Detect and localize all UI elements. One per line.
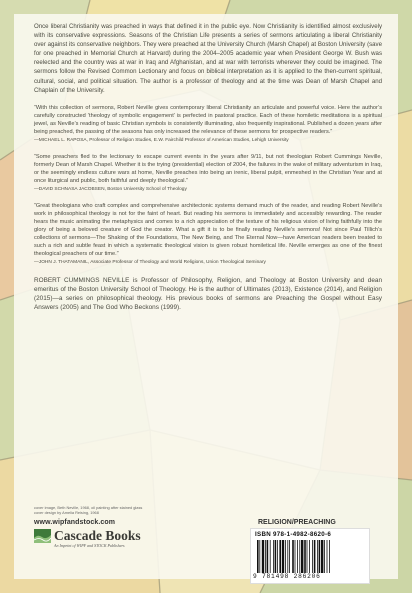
endorsement-attribution: —JOHN J. THATAMANIL, Associate Professor of Theology and World Religions, Union Theological Seminary	[34, 259, 266, 265]
book-description: Once liberal Christianity was preached in ways that defined it in the public eye. Now Christianity is identified almost exclusively with its conservative expressions. Seasons of the Christian Life presents a series of sermons articulating a liberal Christianity over against its conservative neighbors. They were preached at the University Church (Marsh Chapel) at Boston University (save for one preached in Memorial Church at Harvard) during the 2004–2005 academic year when President George W. Bush was reelected and the country was at war in Iraq and Afghanistan, and at war with terrorists wherever they could be imagined. The sermons follow the Revised Common Lectionary and focus on biblical interpretation as it is applied to the then-current spiritual, cultural, social, and political situation. The author is a professor of theology and at the time was Dean of Marsh Chapel and Chaplain of the University.	[34, 23, 382, 94]
cover-image-credit: cover image, Beth Neville, 1968, oil painting after stained glass	[34, 505, 143, 510]
barcode-digits: 9 781498 286206	[253, 573, 321, 580]
endorsement-text: “With this collection of sermons, Robert Neville gives contemporary liberal Christianity an articulate and powerful voice. Here the author’s carefully constructed ‘theology of symbolic engagement’ is perfected in pastoral practice. Each of these homiletic meditations is a spiritual jewel, as Neville’s reading of basic Christian symbols is consistently illuminating, also frequently inspirational. Published a dozen years after being preached, the passing of the seasons has only increased the relevance of these sermons for prospective readers.”	[34, 104, 382, 135]
endorsement-attribution: —MICHAEL L. RAPOSA, Professor of Religion Studies, E.W. Fairchild Professor of American Studies, Lehigh University	[34, 137, 289, 143]
barcode	[250, 528, 370, 584]
endorsement-text: “Great theologians who craft complex and comprehensive architectonic systems demand much of the reader, and reading Robert Neville’s work in philosophical theology is not for the faint of heart. But reading his sermons is immediately and accessibly rewarding. The reader hears the music animating the metaphysics and comes to a rich appreciation of the texture of his religious vision of living faithfully into the glory of being a beloved creature of God the creator. What a gift it is to be finally reading Neville’s sermons! Not since Paul Tillich’s collections of sermons—The Shaking of the Foundations, The New Being, and The Eternal Now—have American readers been treated to such a rich and subtle feast in which a systematic theological vision is given robust homiletical life. Neville emerges as one of the finest theological preachers of our time.”	[34, 202, 382, 257]
author-bio: ROBERT CUMMINGS NEVILLE is Professor of Philosophy, Religion, and Theology at Boston University and dean emeritus of the Boston University School of Theology. He is the author of Ultimates (2013), Existence (2014), and Religion (2015)—a series on philosophical theology. His previous books of sermons are Preaching the Gospel without Easy Answers (2005) and The God Who Beckons (1999).	[34, 276, 382, 312]
back-cover-text	[34, 22, 382, 313]
cover-design-credit: cover design by Amelia Reising, 1968	[34, 510, 99, 516]
barcode-bars	[256, 540, 362, 573]
endorsement-attribution: —DAVID SCHNASA JACOBSEN, Boston University School of Theology	[34, 186, 187, 192]
category-label: RELIGION/PREACHING	[258, 519, 336, 526]
cover-credits	[34, 505, 204, 516]
barcode-block	[250, 519, 378, 584]
endorsement-text: “Some preachers fled to the lectionary to escape current events in the years after 9/11, but not theologian Robert Cummings Neville, formerly Dean of Marsh Chapel. Whether it is the trying (presidential) election of 2004, the failures in the wake of military adventurism in Iraq, or the seemingly endless culture wars at home, Neville preaches into being an irenic, liberal pulpit, enmeshed in the Christian Year and at once liturgical and public, both faithful and deeply theological.”	[34, 153, 382, 184]
publisher-name: Cascade Books	[54, 527, 141, 543]
endorsement	[34, 202, 382, 266]
cascade-logo-icon	[34, 529, 51, 543]
endorsement	[34, 104, 382, 144]
publisher-logo	[34, 529, 204, 548]
endorsement	[34, 153, 382, 193]
publisher-url[interactable]: www.wipfandstock.com	[34, 518, 116, 526]
publisher-subtitle: An Imprint of WIPF and STOCK Publishers	[54, 542, 125, 548]
isbn-text: ISBN 978-1-4982-8620-6	[255, 531, 332, 538]
publisher-block	[34, 505, 204, 548]
